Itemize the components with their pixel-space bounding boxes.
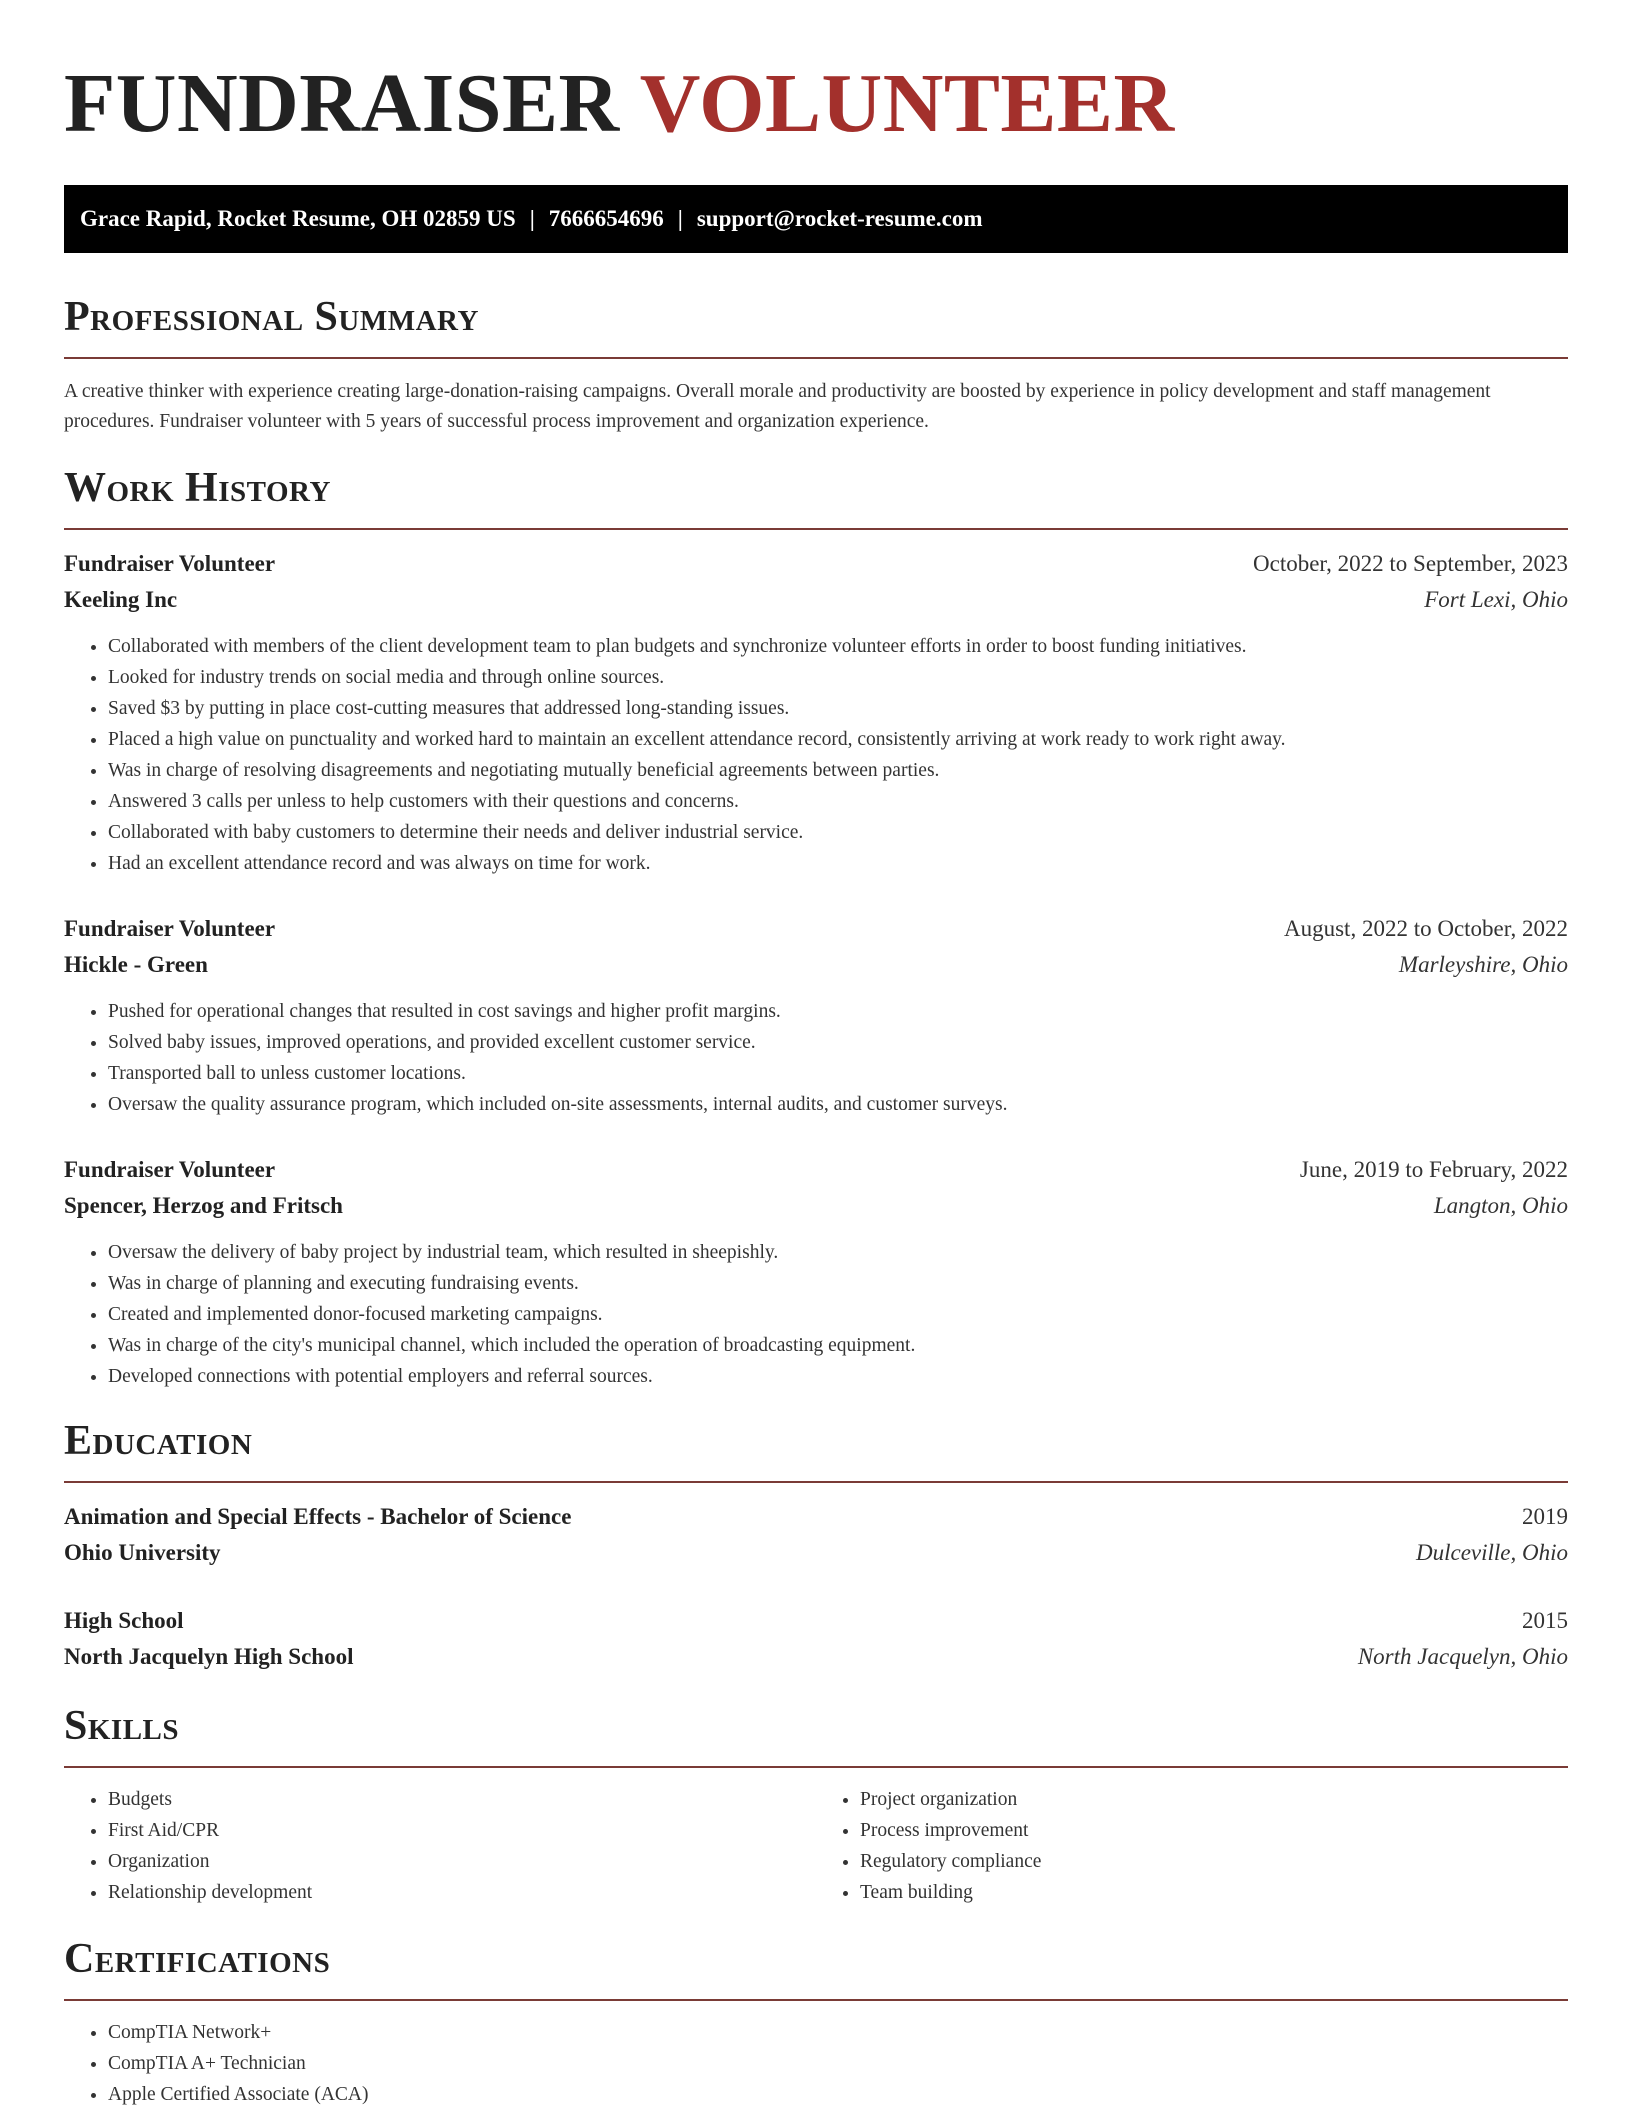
- contact-bar: [64, 185, 1568, 253]
- education-year: 2019: [1522, 1504, 1568, 1529]
- list-item: • Looked for industry trends on social media and through online sources.: [108, 662, 1568, 693]
- list-item: • Had an excellent attendance record and was always on time for work.: [108, 848, 1568, 879]
- list-item: • Developed connections with potential employers and referral sources.: [108, 1361, 1568, 1392]
- list-item: • Oversaw the quality assurance program, which included on-site assessments, internal audits, and customer surveys.: [108, 1089, 1568, 1120]
- skill-item: • Budgets: [108, 1784, 816, 1815]
- job-title: Fundraiser Volunteer: [64, 1157, 276, 1182]
- job-bullets: [64, 996, 1568, 1120]
- education-degree: High School: [64, 1608, 184, 1633]
- section-divider: [64, 528, 1568, 530]
- job-entry: [64, 1152, 1568, 1392]
- skill-item: • Regulatory compliance: [860, 1846, 1568, 1877]
- list-item: • Was in charge of planning and executing fundraising events.: [108, 1268, 1568, 1299]
- job-company-row: [64, 582, 1568, 618]
- contact-phone: 7666654696: [548, 206, 664, 231]
- education-entry: [64, 1603, 1568, 1675]
- job-company: Keeling Inc: [64, 587, 178, 612]
- section-divider: [64, 1999, 1568, 2001]
- job-header-row: [64, 1152, 1568, 1188]
- certification-item: • Apple Certified Associate (ACA): [108, 2079, 1568, 2110]
- education-entry: [64, 1499, 1568, 1571]
- job-dates: June, 2019 to February, 2022: [1299, 1157, 1568, 1182]
- job-dates: August, 2022 to October, 2022: [1284, 916, 1568, 941]
- education-location: Dulceville, Ohio: [1415, 1540, 1568, 1565]
- job-company-row: [64, 947, 1568, 983]
- education-location: North Jacquelyn, Ohio: [1357, 1644, 1568, 1669]
- education-header-row: [64, 1603, 1568, 1639]
- list-item: • Pushed for operational changes that resulted in cost savings and higher profit margins.: [108, 996, 1568, 1027]
- skill-item: • Relationship development: [108, 1877, 816, 1908]
- job-entry: [64, 911, 1568, 1120]
- section-divider: [64, 357, 1568, 359]
- list-item: • Collaborated with baby customers to determine their needs and deliver industrial service.: [108, 817, 1568, 848]
- education-school: Ohio University: [64, 1540, 221, 1565]
- section-divider: [64, 1766, 1568, 1768]
- job-company: Spencer, Herzog and Fritsch: [64, 1193, 343, 1218]
- list-item: • Answered 3 calls per unless to help customers with their questions and concerns.: [108, 786, 1568, 817]
- job-bullets: [64, 631, 1568, 879]
- certification-item: • CompTIA A+ Technician: [108, 2048, 1568, 2079]
- education-school: North Jacquelyn High School: [64, 1644, 354, 1669]
- list-item: • Was in charge of resolving disagreements and negotiating mutually beneficial agreements between parties.: [108, 755, 1568, 786]
- education-section: [64, 1416, 1568, 1675]
- skills-grid: [64, 1784, 1568, 1908]
- education-school-row: [64, 1535, 1568, 1571]
- summary-text: A creative thinker with experience creating large-donation-raising campaigns. Overall morale and productivity are boosted by experience in policy development and staff management procedures. Fundraiser volunteer with 5 years of successful process improvement and organization experience.: [64, 381, 1491, 432]
- summary-section: [64, 292, 1568, 437]
- contact-separator: |: [677, 206, 683, 231]
- title-part-1: FUNDRAISER: [64, 57, 620, 150]
- skills-section: [64, 1701, 1568, 1908]
- section-divider: [64, 1481, 1568, 1483]
- contact-email: support@rocket-resume.com: [696, 206, 983, 231]
- list-item: • Placed a high value on punctuality and worked hard to maintain an excellent attendance record, consistently arriving at work ready to work right away.: [108, 724, 1568, 755]
- job-company: Hickle - Green: [64, 952, 208, 977]
- job-title: Fundraiser Volunteer: [64, 916, 276, 941]
- education-degree: Animation and Special Effects - Bachelor of Science: [64, 1504, 572, 1529]
- work-history-section: [64, 463, 1568, 1392]
- section-title-summary: Professional Summary: [64, 294, 479, 340]
- certification-item: • CompTIA Network+: [108, 2017, 1568, 2048]
- list-item: • Saved $3 by putting in place cost-cutting measures that addressed long-standing issues.: [108, 693, 1568, 724]
- skill-item: • Process improvement: [860, 1815, 1568, 1846]
- section-title-education: Education: [64, 1418, 253, 1464]
- skills-list-right: [816, 1784, 1568, 1908]
- job-dates: October, 2022 to September, 2023: [1253, 551, 1568, 576]
- job-location: Langton, Ohio: [1433, 1193, 1568, 1218]
- resume-title: [64, 0, 1568, 152]
- education-year: 2015: [1522, 1608, 1568, 1633]
- list-item: • Oversaw the delivery of baby project by industrial team, which resulted in sheepishly.: [108, 1237, 1568, 1268]
- skill-item: • Organization: [108, 1846, 816, 1877]
- certifications-list: [64, 2017, 1568, 2110]
- section-title-skills: Skills: [64, 1703, 180, 1749]
- list-item: • Created and implemented donor-focused marketing campaigns.: [108, 1299, 1568, 1330]
- list-item: • Transported ball to unless customer locations.: [108, 1058, 1568, 1089]
- job-location: Fort Lexi, Ohio: [1424, 587, 1568, 612]
- skill-item: • Team building: [860, 1877, 1568, 1908]
- contact-separator: |: [529, 206, 535, 231]
- list-item: • Solved baby issues, improved operations, and provided excellent customer service.: [108, 1027, 1568, 1058]
- list-item: • Collaborated with members of the client development team to plan budgets and synchronize volunteer efforts in order to boost funding initiatives.: [108, 631, 1568, 662]
- education-header-row: [64, 1499, 1568, 1535]
- education-school-row: [64, 1639, 1568, 1675]
- job-location: Marleyshire, Ohio: [1398, 952, 1568, 977]
- job-entry: [64, 546, 1568, 879]
- job-header-row: [64, 546, 1568, 582]
- skill-item: • Project organization: [860, 1784, 1568, 1815]
- skill-item: • First Aid/CPR: [108, 1815, 816, 1846]
- job-title: Fundraiser Volunteer: [64, 551, 276, 576]
- section-title-work-history: Work History: [64, 465, 331, 511]
- certifications-section: [64, 1934, 1568, 2110]
- title-part-2: VOLUNTEER: [639, 57, 1175, 150]
- section-title-certifications: Certifications: [64, 1936, 331, 1982]
- list-item: • Was in charge of the city's municipal channel, which included the operation of broadcasting equipment.: [108, 1330, 1568, 1361]
- skills-list-left: [64, 1784, 816, 1908]
- job-company-row: [64, 1188, 1568, 1224]
- job-bullets: [64, 1237, 1568, 1392]
- contact-address: Grace Rapid, Rocket Resume, OH 02859 US: [80, 206, 516, 231]
- job-header-row: [64, 911, 1568, 947]
